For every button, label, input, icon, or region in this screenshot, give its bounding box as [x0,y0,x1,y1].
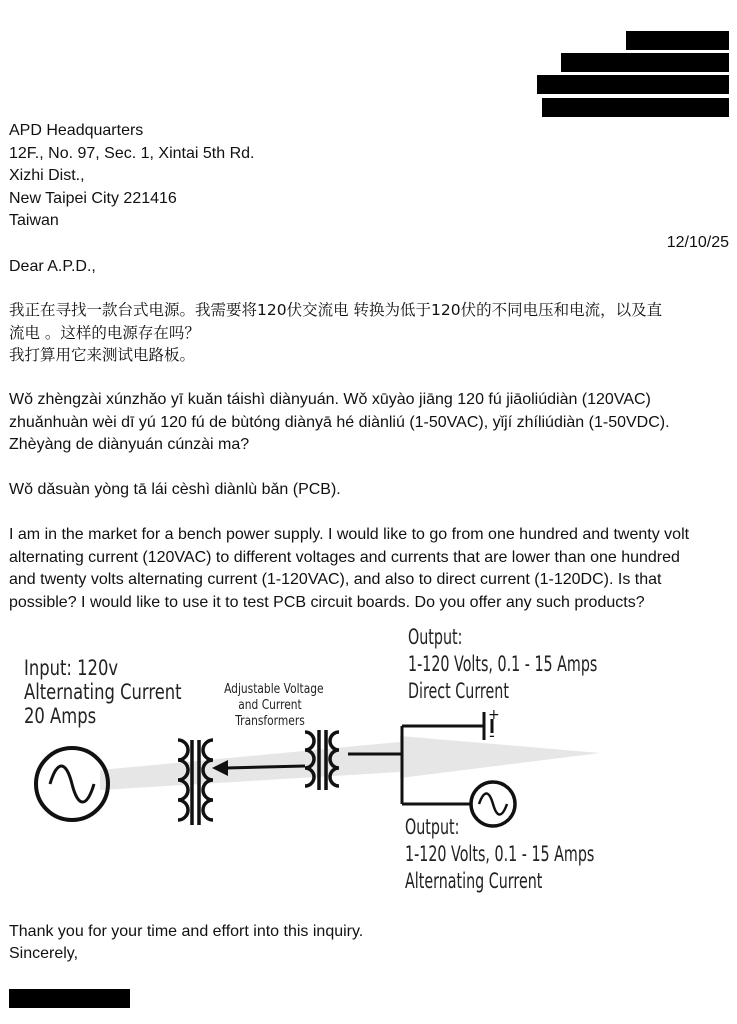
sine-wave [50,766,94,802]
address-line: 12F., No. 97, Sec. 1, Xintai 5th Rd. [9,144,255,162]
pinyin-line: zhuǎnhuàn wèi dī yú 120 fú de bùtóng diànyā hé diànliú (1-50VAC), yǐjí zhíliúdiàn (1-50VDC). [9,413,670,431]
battery-minus: - [489,726,495,745]
salutation: Dear A.P.D., [9,258,96,275]
redacted-sender-line-4 [542,98,729,117]
chinese-line: 流电 。这样的电源存在吗？ [9,323,200,342]
transformer-label: Adjustable Voltage and Current Transformers [224,682,324,729]
battery-plus: + [488,707,500,723]
address-line: Taiwan [9,212,59,229]
address-line: APD Headquarters [9,122,144,139]
redacted-sender-line-1 [626,31,729,50]
chinese-paragraph [9,299,734,367]
redacted-signature [9,989,130,1008]
sine-wave [479,794,507,815]
input-label: Input: 120v Alternating Current 20 Amps [24,656,182,728]
address-line: Xizhi Dist., [9,167,85,184]
closing-sincerely: Sincerely, [9,945,79,962]
chinese-line: 我打算用它来测试电路板。 [9,346,196,364]
english-line: I am in the market for a bench power supply. I would like to go from one hundred and twenty volt [9,526,690,543]
flow-arrow [100,736,600,790]
english-line: alternating current (120VAC) to different voltages and currents that are lower than one hundred [9,548,680,566]
chinese-line: 我正在寻找一款台式电源。我需要将120伏交流电 转换为低于120伏的不同电压和电流，以及直 [9,301,663,319]
output-dc-label: Output: 1-120 Volts, 0.1 - 15 Amps Direct Current [408,625,598,703]
recipient-address [9,120,734,233]
english-line: and twenty volts alternating current (1-120VAC), and also to direct current (1-120DC). Is that [9,571,662,588]
redacted-sender-line-3 [537,75,729,94]
pinyin-line: Zhèyàng de diànyuán cúnzài ma? [9,436,250,453]
pinyin-line: Wǒ zhèngzài xúnzhǎo yī kuǎn táishì diànyuán. Wǒ xūyào jiāng 120 fú jiāoliúdiàn (120VAC) [9,391,651,408]
closing-thanks: Thank you for your time and effort into this inquiry. [9,923,364,940]
output-ac-label: Output: 1-120 Volts, 0.1 - 15 Amps Alternating Current [405,815,595,893]
redacted-sender-line-2 [561,53,729,72]
adjuster-line [226,766,305,768]
pinyin-paragraph [9,389,734,457]
english-paragraph [9,524,734,614]
english-line: possible? I would like to use it to test PCB circuit boards. Do you offer any such products? [9,593,645,611]
letter-date: 12/10/25 [666,234,729,251]
address-line: New Taipei City 221416 [9,189,177,207]
pinyin-second-paragraph: Wǒ dǎsuàn yòng tā lái cèshì diànlù bǎn (PCB). [9,481,341,498]
